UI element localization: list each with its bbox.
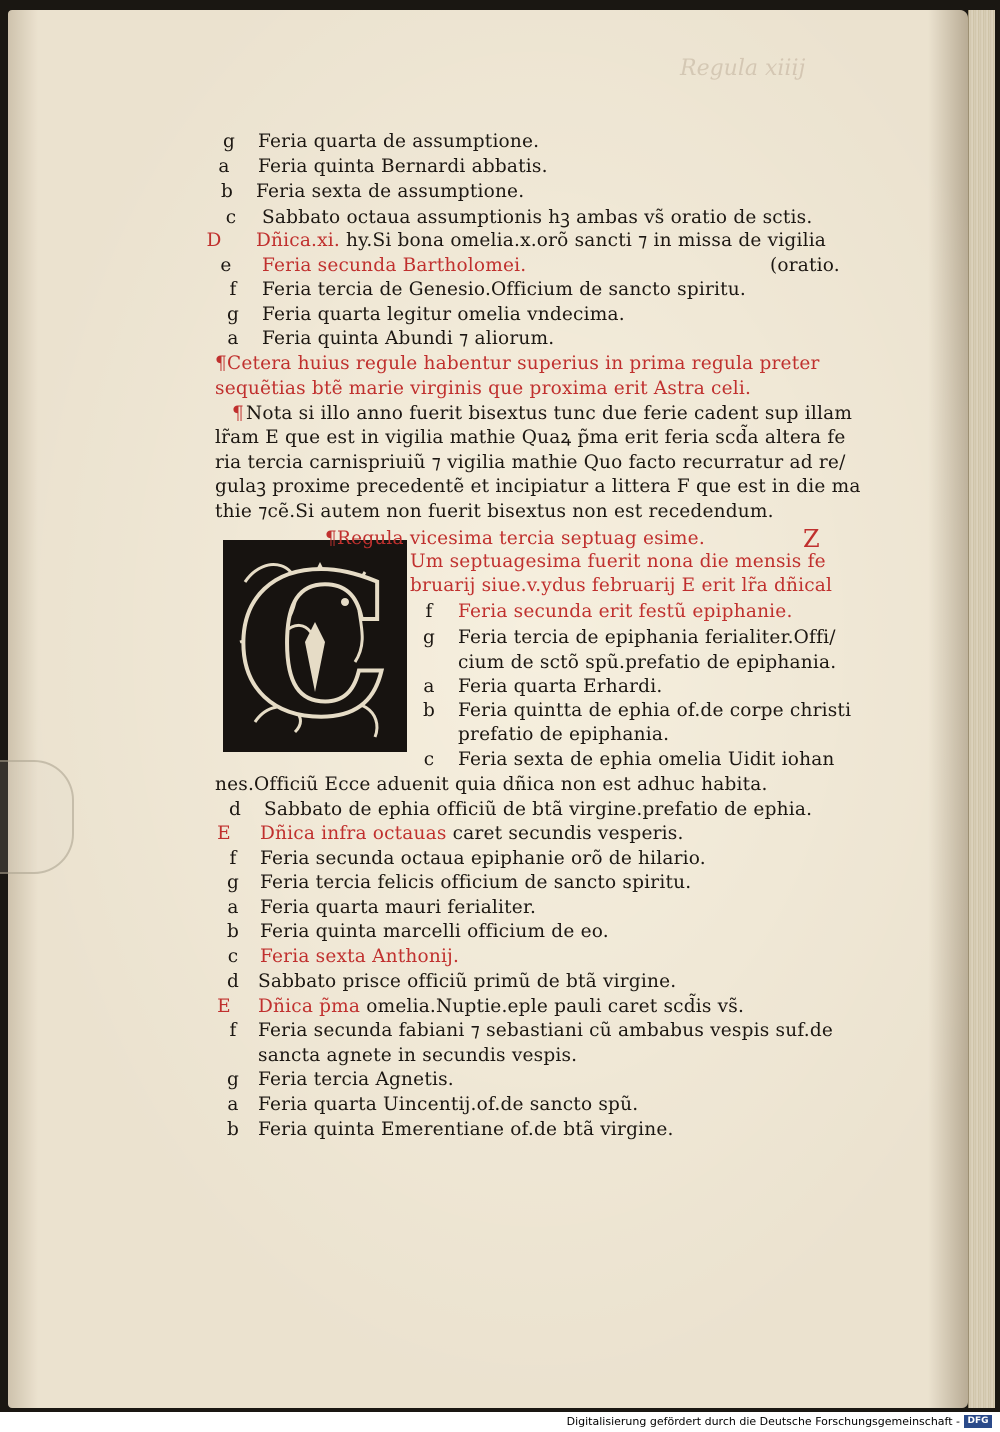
dominical-letter: c xyxy=(423,749,435,770)
text-line xyxy=(215,352,820,376)
dominical-letter: E xyxy=(217,996,231,1017)
text-line: nes.Officiũ Ecce aduenit quia dñica non est adhuc habita. xyxy=(215,774,768,795)
dominical-letter: a xyxy=(227,328,239,349)
text-line: sancta agnete in secundis vespis. xyxy=(258,1045,578,1066)
text-line xyxy=(260,822,684,846)
text-line: Feria secunda octaua epiphanie orõ de hilario. xyxy=(260,848,706,869)
dominical-letter: g xyxy=(422,627,436,648)
rubric-text: bruarij siue.v.ydus februarij E erit lr̃a dñical xyxy=(410,575,833,596)
dominical-letter: d xyxy=(226,971,240,992)
black-text: omelia.Nuptie.eple pauli caret scd̃is vs̃. xyxy=(360,996,745,1017)
text-line: Feria sexta de ephia omelia Uidit iohan xyxy=(458,749,835,770)
text-line: Feria tercia Agnetis. xyxy=(258,1069,454,1090)
text-line xyxy=(458,600,793,624)
margin-letter: Z xyxy=(803,525,820,553)
dominical-letter: E xyxy=(217,823,231,844)
text-line: Feria quarta mauri ferialiter. xyxy=(260,897,537,918)
dominical-letter: a xyxy=(227,1094,239,1115)
dominical-letter: g xyxy=(226,872,240,893)
dominical-letter: g xyxy=(226,1069,240,1090)
text-line: Feria sexta de assumptione. xyxy=(256,181,525,202)
dominical-letter: g xyxy=(226,304,240,325)
black-text: caret secundis vesperis. xyxy=(446,823,684,844)
dominical-letter: b xyxy=(220,181,234,202)
text-line xyxy=(325,527,705,551)
text-line: cium de sctõ spũ.prefatio de epiphania. xyxy=(458,652,837,673)
text-line: Feria quarta Uincentij.of.de sancto spũ. xyxy=(258,1094,639,1115)
text-line: prefatio de epiphania. xyxy=(458,724,670,745)
dominical-letter: e xyxy=(220,255,232,276)
text-line: Feria secunda fabiani ⁊ sebastiani cũ ambabus vespis suf.de xyxy=(258,1020,834,1041)
rubric-text: sequẽtias btẽ marie virginis que proxima erit Astra celi. xyxy=(215,378,752,399)
text-line: Feria tercia de Genesio.Officium de sancto spiritu. xyxy=(262,279,746,300)
text-line xyxy=(215,377,751,401)
text-line: Sabbato de ephia officiũ de btã virgine.prefatio de ephia. xyxy=(264,799,813,820)
paragraph-mark: ¶ xyxy=(232,403,244,424)
rubric-text: Dñica infra octauas xyxy=(260,823,447,844)
rubric-text: Um septuagesima fuerit nona die mensis fe xyxy=(410,551,826,572)
dominical-letter: D xyxy=(206,230,222,251)
text-line xyxy=(410,550,826,574)
text-line: Feria quarta Erhardi. xyxy=(458,676,663,697)
initial-letter: C xyxy=(237,542,389,746)
page-fore-edge xyxy=(968,10,995,1408)
rubric-text: ¶Regula vicesima tercia septuag esime. xyxy=(325,528,705,549)
dominical-letter: a xyxy=(218,156,230,177)
book-clip xyxy=(0,760,74,874)
text-line: Feria quinta Abundi ⁊ aliorum. xyxy=(262,328,555,349)
text-line: Feria quarta legitur omelia vndecima. xyxy=(262,304,625,325)
text-line: Feria quarta de assumptione. xyxy=(258,131,540,152)
text-line: ria tercia carnispriuiũ ⁊ vigilia mathie Quo facto recurratur ad re/ xyxy=(215,452,846,473)
text-continuation: (oratio. xyxy=(770,255,840,276)
text-line: Sabbato octaua assumptionis hꝫ ambas vs̃ oratio de sctis. xyxy=(262,207,813,228)
text-line: Feria quintta de ephia of.de corpe christi xyxy=(458,700,852,721)
text-line: Feria tercia felicis officium de sancto spiritu. xyxy=(260,872,692,893)
footer-credit: Digitalisierung gefördert durch die Deutsche Forschungsgemeinschaft - xyxy=(566,1415,960,1428)
dominical-letter: c xyxy=(225,207,237,228)
dominical-letter: f xyxy=(229,848,237,869)
dominical-letter: d xyxy=(228,799,242,820)
rubric-text: Feria secunda Bartholomei. xyxy=(262,255,527,276)
dominical-letter: a xyxy=(423,676,435,697)
dominical-letter: a xyxy=(227,897,239,918)
text-line: Feria tercia de epiphania ferialiter.Offi/ xyxy=(458,627,836,648)
dominical-letter: c xyxy=(227,946,239,967)
initial-letter-c-woodcut xyxy=(225,542,401,746)
rubric-text: Feria secunda erit festũ epiphanie. xyxy=(458,601,793,622)
bleed-through-text: Regula xiiij xyxy=(680,56,806,81)
dfg-logo: DFG xyxy=(964,1415,992,1428)
text-line xyxy=(262,254,526,278)
rubric-text: Dñica.xi. xyxy=(256,230,340,251)
rubric-text: Dñica p̃ma xyxy=(258,996,361,1017)
dominical-letter: b xyxy=(422,700,436,721)
text-line: thie ⁊cẽ.Si autem non fuerit bisextus non est recedendum. xyxy=(215,501,774,522)
decorated-initial xyxy=(223,540,407,752)
dominical-letter: f xyxy=(229,279,237,300)
rubric-text: ¶Cetera huius regule habentur superius in prima regula preter xyxy=(215,353,820,374)
text-line: Feria quinta Bernardi abbatis. xyxy=(258,156,548,177)
text-line: lr̃am E que est in vigilia mathie Quaꝝ p̃ma erit feria scd̃a altera fe xyxy=(215,427,846,448)
footer xyxy=(0,1412,1000,1432)
text-line: Feria quinta Emerentiane of.de btã virgine. xyxy=(258,1119,674,1140)
text-line xyxy=(410,574,832,598)
text-line xyxy=(258,995,744,1019)
text-line: Nota si illo anno fuerit bisextus tunc due ferie cadent sup illam xyxy=(246,403,853,424)
dominical-letter: b xyxy=(226,921,240,942)
text-line: Feria quinta marcelli officium de eo. xyxy=(260,921,609,942)
rubric-text: Feria sexta Anthonij. xyxy=(260,946,460,967)
text-line: Sabbato prisce officiũ primũ de btã virgine. xyxy=(258,971,677,992)
text-line: gulaꝫ proxime precedentẽ et incipiatur a littera F que est in die ma xyxy=(215,476,861,497)
dominical-letter: g xyxy=(222,131,236,152)
dominical-letter: f xyxy=(425,601,433,622)
black-text: hy.Si bona omelia.x.orõ sancti ⁊ in missa de vigilia xyxy=(339,230,827,251)
text-line xyxy=(256,229,826,253)
dominical-letter: b xyxy=(226,1119,240,1140)
text-line xyxy=(260,945,459,969)
dominical-letter: f xyxy=(229,1020,237,1041)
